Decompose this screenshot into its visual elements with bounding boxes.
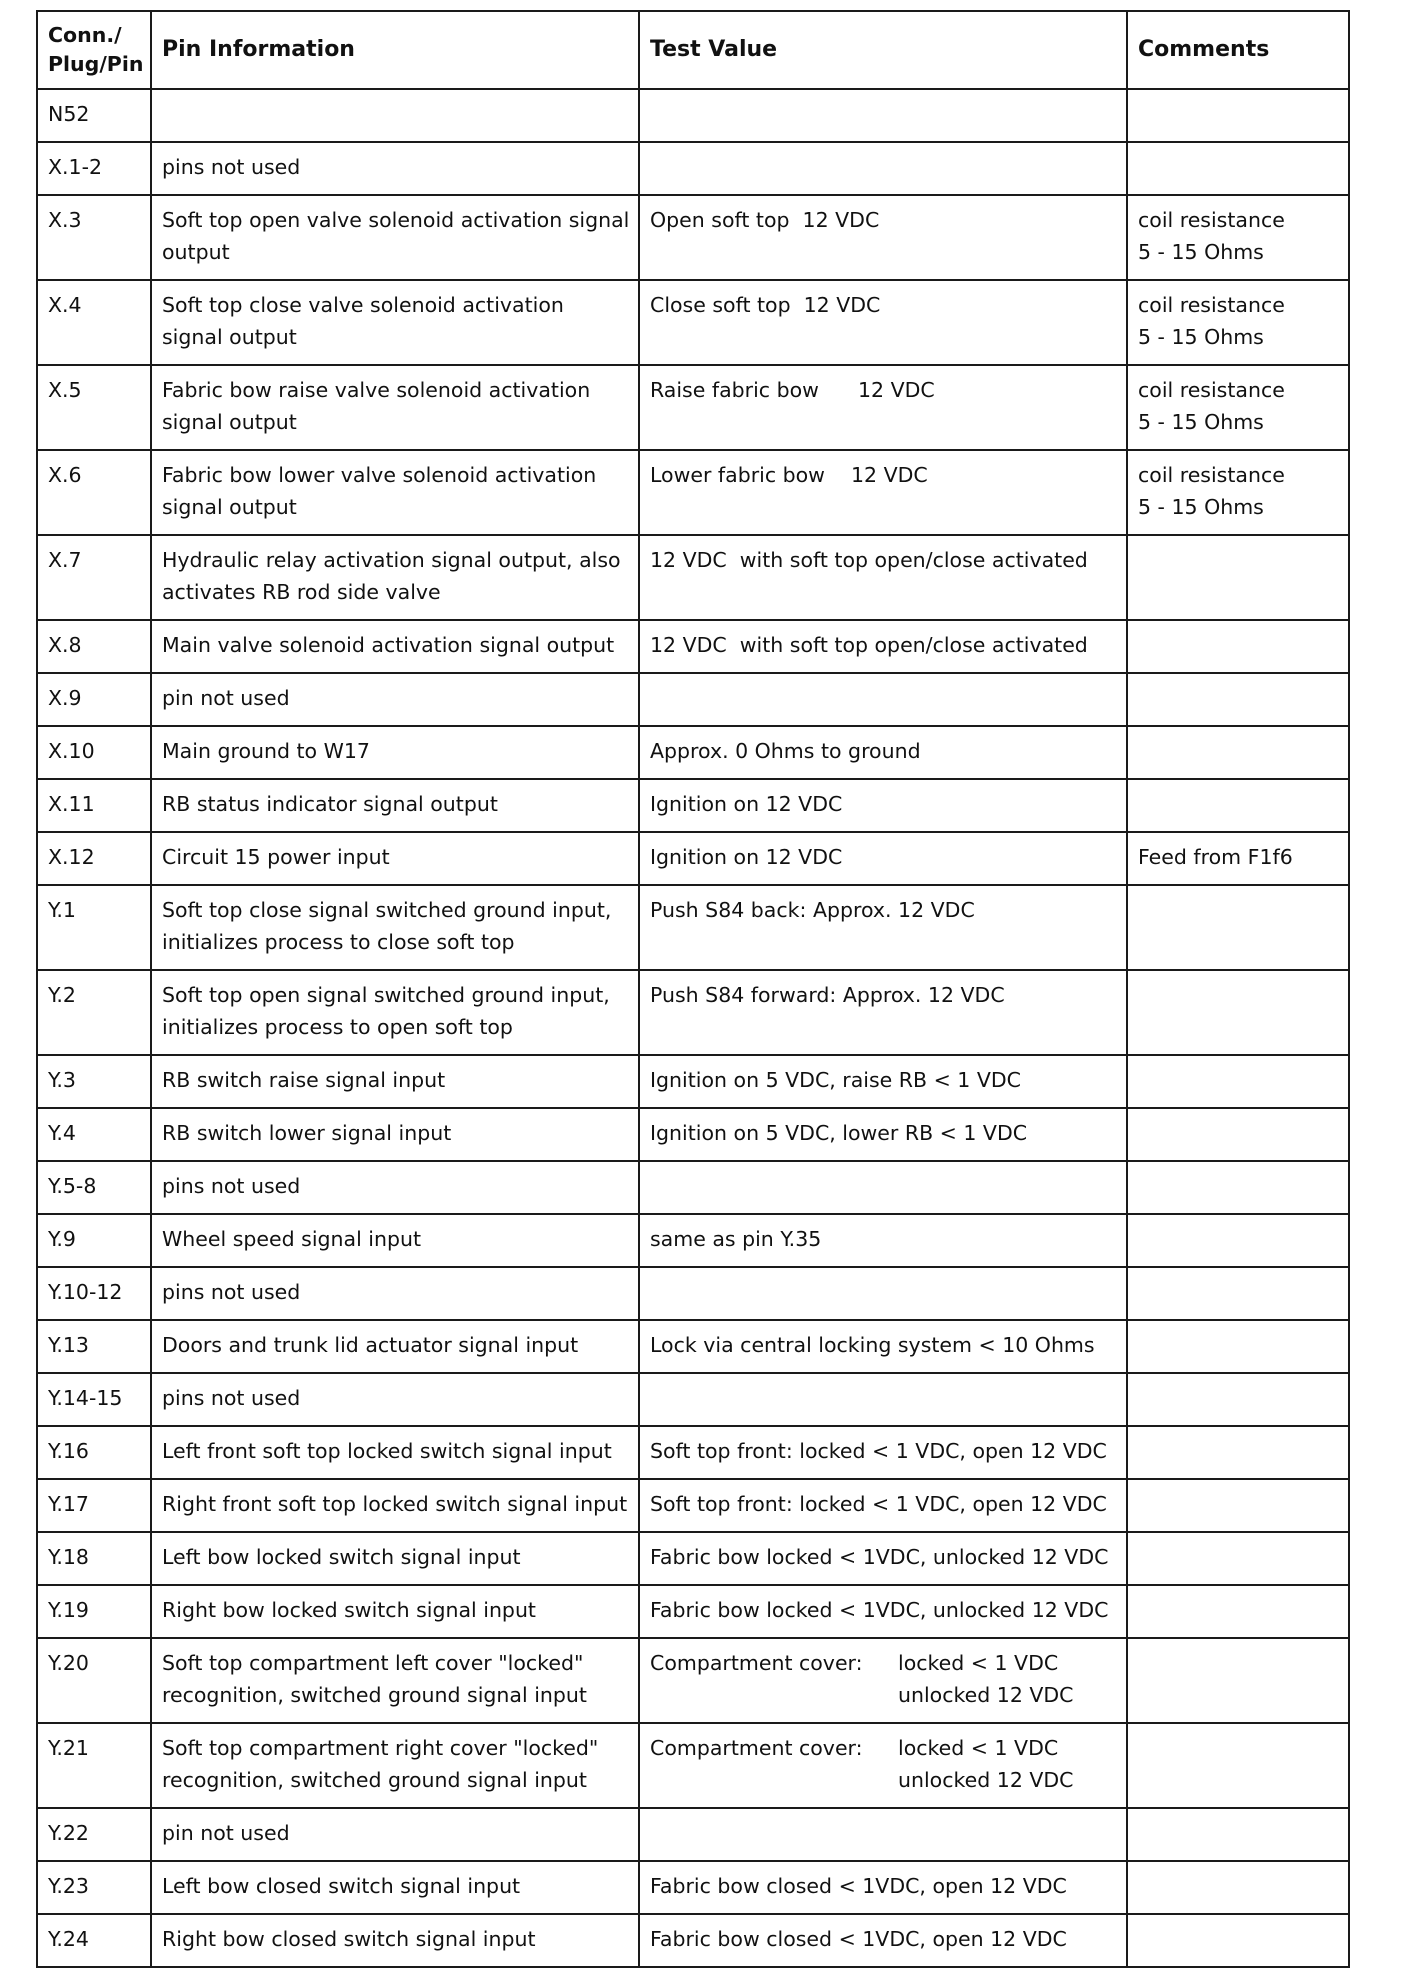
test-states xyxy=(898,1732,1118,1796)
test-label: Compartment cover: xyxy=(650,1651,863,1675)
table-row xyxy=(37,1808,1349,1861)
pin-cell: X.1-2 xyxy=(37,142,151,195)
pin-assignment-table xyxy=(36,10,1350,1968)
info-cell: pin not used xyxy=(151,1808,639,1861)
test-line: unlocked 12 VDC xyxy=(898,1683,1074,1707)
pin-cell: Y.19 xyxy=(37,1585,151,1638)
comment-cell xyxy=(1127,779,1349,832)
test-cell: Ignition on 5 VDC, lower RB < 1 VDC xyxy=(639,1108,1127,1161)
comment-cell xyxy=(1127,726,1349,779)
table-row xyxy=(37,142,1349,195)
table-row xyxy=(37,1532,1349,1585)
test-cell: Ignition on 5 VDC, raise RB < 1 VDC xyxy=(639,1055,1127,1108)
test-cell: Push S84 forward: Approx. 12 VDC xyxy=(639,970,1127,1055)
test-cell xyxy=(639,89,1127,142)
comment-cell xyxy=(1127,1808,1349,1861)
pin-cell: X.10 xyxy=(37,726,151,779)
info-cell: RB status indicator signal output xyxy=(151,779,639,832)
info-cell: Right front soft top locked switch signal input xyxy=(151,1479,639,1532)
info-cell: Circuit 15 power input xyxy=(151,832,639,885)
pin-cell: Y.16 xyxy=(37,1426,151,1479)
test-cell: Soft top front: locked < 1 VDC, open 12 VDC xyxy=(639,1426,1127,1479)
comment-cell xyxy=(1127,1108,1349,1161)
test-cell xyxy=(639,1267,1127,1320)
test-cell: Raise fabric bow 12 VDC xyxy=(639,365,1127,450)
header-comments: Comments xyxy=(1127,11,1349,89)
pin-cell: Y.1 xyxy=(37,885,151,970)
test-states xyxy=(898,1647,1118,1711)
pin-cell: X.6 xyxy=(37,450,151,535)
info-cell: pins not used xyxy=(151,1373,639,1426)
comment-cell xyxy=(1127,1638,1349,1723)
pin-cell: X.3 xyxy=(37,195,151,280)
info-cell: Wheel speed signal input xyxy=(151,1214,639,1267)
info-cell: Right bow closed switch signal input xyxy=(151,1914,639,1967)
pin-cell: X.4 xyxy=(37,280,151,365)
info-cell: Soft top close valve solenoid activation signal output xyxy=(151,280,639,365)
pin-cell: N52 xyxy=(37,89,151,142)
test-cell: Fabric bow closed < 1VDC, open 12 VDC xyxy=(639,1914,1127,1967)
comment-cell xyxy=(1127,450,1349,535)
test-cell xyxy=(639,1161,1127,1214)
table-row xyxy=(37,885,1349,970)
comment-cell xyxy=(1127,195,1349,280)
header-conn-plug-pin xyxy=(37,11,151,89)
pin-cell: X.12 xyxy=(37,832,151,885)
test-cell: same as pin Y.35 xyxy=(639,1214,1127,1267)
test-cell: Close soft top 12 VDC xyxy=(639,280,1127,365)
pin-cell: Y.10-12 xyxy=(37,1267,151,1320)
table-row xyxy=(37,673,1349,726)
pin-cell: Y.21 xyxy=(37,1723,151,1808)
info-cell: Doors and trunk lid actuator signal input xyxy=(151,1320,639,1373)
test-cell: 12 VDC with soft top open/close activated xyxy=(639,620,1127,673)
test-line: unlocked 12 VDC xyxy=(898,1768,1074,1792)
test-cell: Push S84 back: Approx. 12 VDC xyxy=(639,885,1127,970)
test-cell: Fabric bow locked < 1VDC, unlocked 12 VDC xyxy=(639,1585,1127,1638)
info-cell xyxy=(151,89,639,142)
test-cell: Approx. 0 Ohms to ground xyxy=(639,726,1127,779)
pin-cell: Y.23 xyxy=(37,1861,151,1914)
table-row xyxy=(37,1723,1349,1808)
info-cell: pins not used xyxy=(151,1161,639,1214)
pin-table-sheet xyxy=(36,10,1348,1968)
table-header-row xyxy=(37,11,1349,89)
comment-line: 5 - 15 Ohms xyxy=(1138,325,1264,349)
comment-cell xyxy=(1127,1214,1349,1267)
test-cell: Ignition on 12 VDC xyxy=(639,779,1127,832)
info-cell: Hydraulic relay activation signal output, also activates RB rod side valve xyxy=(151,535,639,620)
table-row xyxy=(37,89,1349,142)
comment-cell xyxy=(1127,535,1349,620)
test-cell xyxy=(639,1723,1127,1808)
info-cell: Soft top open valve solenoid activation signal output xyxy=(151,195,639,280)
test-cell xyxy=(639,1373,1127,1426)
comment-cell xyxy=(1127,1267,1349,1320)
comment-cell xyxy=(1127,1723,1349,1808)
pin-cell: Y.24 xyxy=(37,1914,151,1967)
pin-cell: Y.14-15 xyxy=(37,1373,151,1426)
table-row xyxy=(37,832,1349,885)
test-cell: Open soft top 12 VDC xyxy=(639,195,1127,280)
info-cell: Left front soft top locked switch signal input xyxy=(151,1426,639,1479)
pin-cell: X.5 xyxy=(37,365,151,450)
header-conn-line1: Conn./ xyxy=(48,23,122,47)
header-test-value: Test Value xyxy=(639,11,1127,89)
info-cell: Main valve solenoid activation signal output xyxy=(151,620,639,673)
table-row xyxy=(37,1638,1349,1723)
pin-cell: Y.3 xyxy=(37,1055,151,1108)
table-row xyxy=(37,779,1349,832)
info-cell: RB switch raise signal input xyxy=(151,1055,639,1108)
comment-line: coil resistance xyxy=(1138,463,1285,487)
pin-cell: X.11 xyxy=(37,779,151,832)
info-cell: Soft top compartment right cover "locked" recognition, switched ground signal input xyxy=(151,1723,639,1808)
pin-cell: X.8 xyxy=(37,620,151,673)
table-row xyxy=(37,195,1349,280)
info-cell: Soft top compartment left cover "locked" recognition, switched ground signal input xyxy=(151,1638,639,1723)
comment-cell xyxy=(1127,89,1349,142)
test-cell: 12 VDC with soft top open/close activated xyxy=(639,535,1127,620)
test-cell: Lock via central locking system < 10 Ohms xyxy=(639,1320,1127,1373)
info-cell: Fabric bow raise valve solenoid activation signal output xyxy=(151,365,639,450)
table-row xyxy=(37,970,1349,1055)
test-line: locked < 1 VDC xyxy=(898,1651,1059,1675)
comment-cell xyxy=(1127,673,1349,726)
test-cell xyxy=(639,1638,1127,1723)
table-row xyxy=(37,1479,1349,1532)
test-cell: Fabric bow locked < 1VDC, unlocked 12 VDC xyxy=(639,1532,1127,1585)
comment-cell xyxy=(1127,970,1349,1055)
table-row xyxy=(37,620,1349,673)
table-row xyxy=(37,1914,1349,1967)
info-cell: Main ground to W17 xyxy=(151,726,639,779)
table-row xyxy=(37,1861,1349,1914)
pin-cell: Y.17 xyxy=(37,1479,151,1532)
test-cell: Fabric bow closed < 1VDC, open 12 VDC xyxy=(639,1861,1127,1914)
compartment-cover-test xyxy=(650,1647,1118,1711)
table-row xyxy=(37,280,1349,365)
comment-line: coil resistance xyxy=(1138,378,1285,402)
test-cell xyxy=(639,142,1127,195)
table-row xyxy=(37,365,1349,450)
comment-cell xyxy=(1127,1055,1349,1108)
test-cell: Lower fabric bow 12 VDC xyxy=(639,450,1127,535)
comment-line: coil resistance xyxy=(1138,208,1285,232)
comment-cell xyxy=(1127,620,1349,673)
comment-cell xyxy=(1127,1426,1349,1479)
pin-cell: X.9 xyxy=(37,673,151,726)
info-cell: RB switch lower signal input xyxy=(151,1108,639,1161)
comment-cell xyxy=(1127,1532,1349,1585)
table-row xyxy=(37,1320,1349,1373)
table-row xyxy=(37,450,1349,535)
info-cell: Left bow closed switch signal input xyxy=(151,1861,639,1914)
pin-cell: Y.20 xyxy=(37,1638,151,1723)
pin-cell: Y.18 xyxy=(37,1532,151,1585)
comment-cell xyxy=(1127,1914,1349,1967)
info-cell: pins not used xyxy=(151,1267,639,1320)
info-cell: pin not used xyxy=(151,673,639,726)
table-row xyxy=(37,1161,1349,1214)
comment-cell xyxy=(1127,885,1349,970)
pin-cell: Y.13 xyxy=(37,1320,151,1373)
pin-cell: Y.4 xyxy=(37,1108,151,1161)
comment-line: 5 - 15 Ohms xyxy=(1138,495,1264,519)
pin-cell: X.7 xyxy=(37,535,151,620)
table-row xyxy=(37,1108,1349,1161)
comment-cell xyxy=(1127,1373,1349,1426)
pin-cell: Y.2 xyxy=(37,970,151,1055)
comment-cell xyxy=(1127,1585,1349,1638)
comment-line: 5 - 15 Ohms xyxy=(1138,240,1264,264)
test-cell: Ignition on 12 VDC xyxy=(639,832,1127,885)
info-cell: Fabric bow lower valve solenoid activation signal output xyxy=(151,450,639,535)
header-conn-line2: Plug/Pin xyxy=(48,52,144,76)
info-cell: Soft top open signal switched ground input, initializes process to open soft top xyxy=(151,970,639,1055)
comment-cell xyxy=(1127,365,1349,450)
comment-cell xyxy=(1127,1479,1349,1532)
test-cell xyxy=(639,673,1127,726)
comment-line: 5 - 15 Ohms xyxy=(1138,410,1264,434)
test-line: locked < 1 VDC xyxy=(898,1736,1059,1760)
test-cell: Soft top front: locked < 1 VDC, open 12 VDC xyxy=(639,1479,1127,1532)
table-row xyxy=(37,1055,1349,1108)
comment-cell xyxy=(1127,280,1349,365)
table-row xyxy=(37,726,1349,779)
info-cell: Right bow locked switch signal input xyxy=(151,1585,639,1638)
info-cell: Left bow locked switch signal input xyxy=(151,1532,639,1585)
table-row xyxy=(37,535,1349,620)
comment-cell: Feed from F1f6 xyxy=(1127,832,1349,885)
pin-cell: Y.22 xyxy=(37,1808,151,1861)
pin-cell: Y.5-8 xyxy=(37,1161,151,1214)
comment-cell xyxy=(1127,1161,1349,1214)
table-row xyxy=(37,1585,1349,1638)
test-label: Compartment cover: xyxy=(650,1736,863,1760)
info-cell: Soft top close signal switched ground input, initializes process to close soft top xyxy=(151,885,639,970)
comment-line: coil resistance xyxy=(1138,293,1285,317)
comment-cell xyxy=(1127,1320,1349,1373)
comment-cell xyxy=(1127,142,1349,195)
table-row xyxy=(37,1426,1349,1479)
compartment-cover-test xyxy=(650,1732,1118,1796)
pin-cell: Y.9 xyxy=(37,1214,151,1267)
table-row xyxy=(37,1267,1349,1320)
table-row xyxy=(37,1373,1349,1426)
header-pin-information: Pin Information xyxy=(151,11,639,89)
table-row xyxy=(37,1214,1349,1267)
info-cell: pins not used xyxy=(151,142,639,195)
comment-cell xyxy=(1127,1861,1349,1914)
test-cell xyxy=(639,1808,1127,1861)
